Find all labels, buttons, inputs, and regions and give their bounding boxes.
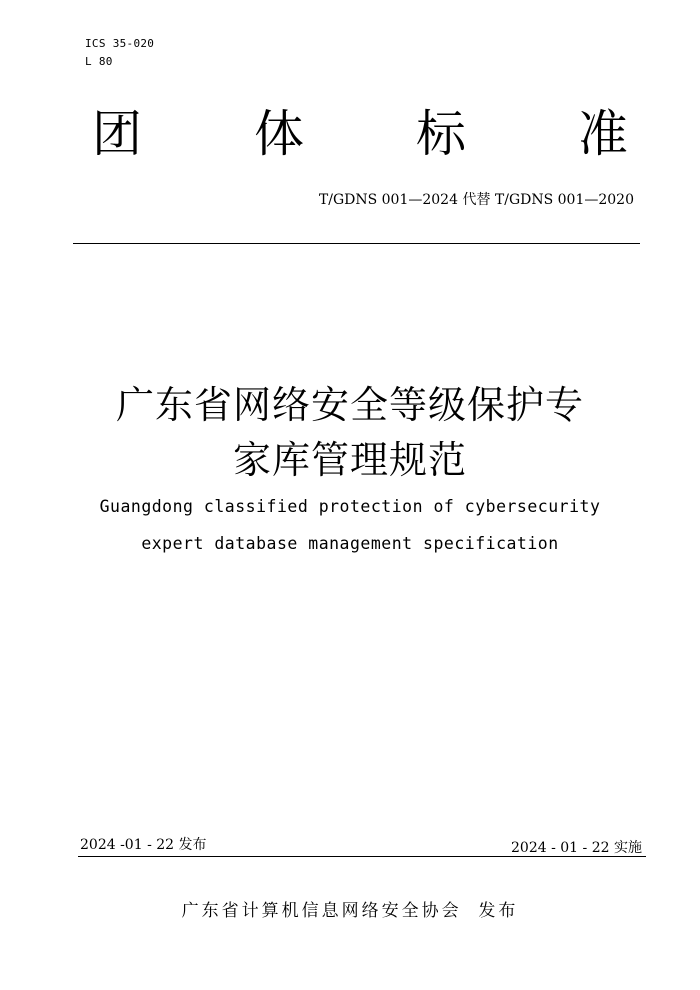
title-cn-line-2: 家库管理规范 bbox=[232, 438, 467, 482]
ics-number: ICS 35-020 bbox=[85, 37, 155, 50]
publisher: 广东省计算机信息网络安全协会 发布 bbox=[181, 901, 519, 921]
title-en-line-2: expert database management specification bbox=[141, 534, 559, 553]
standard-type-char-1: 团 bbox=[92, 105, 142, 163]
ccs-number: L 80 bbox=[85, 55, 113, 68]
title-cn-line-1: 广东省网络安全等级保护专 bbox=[115, 383, 584, 427]
standard-type-char-2: 体 bbox=[254, 105, 304, 163]
implementation-date: 2024 - 01 - 22 实施 bbox=[511, 840, 642, 856]
header-divider bbox=[73, 243, 640, 244]
classification-block bbox=[85, 35, 154, 71]
standard-type-char-3: 标 bbox=[416, 105, 466, 163]
standard-type-char-4: 准 bbox=[578, 105, 628, 163]
standard-type-heading bbox=[90, 104, 630, 164]
title-en-line-1: Guangdong classified protection of cybersecurity bbox=[99, 497, 601, 516]
footer-divider bbox=[78, 856, 646, 857]
standard-code: T/GDNS 001—2024 代替 T/GDNS 001—2020 bbox=[318, 192, 634, 208]
issue-date: 2024 -01 - 22 发布 bbox=[80, 837, 207, 853]
